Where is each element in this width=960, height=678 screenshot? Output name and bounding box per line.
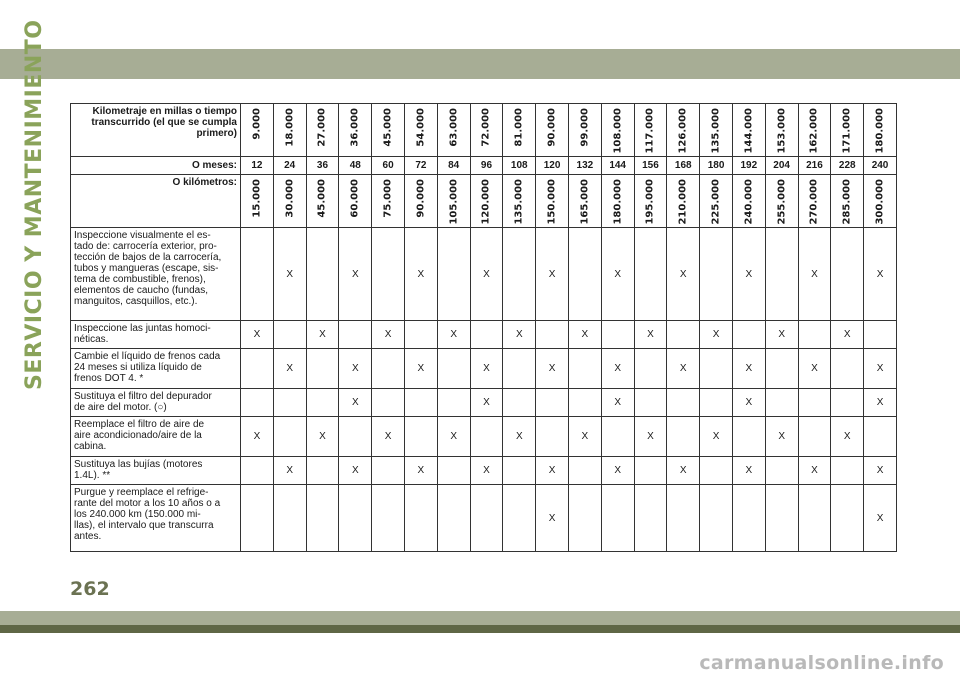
schedule-mark xyxy=(831,349,864,389)
miles-header-row-cell xyxy=(339,104,372,157)
km-header-row-value: 15.000 xyxy=(251,179,263,218)
schedule-mark: X xyxy=(732,389,765,417)
km-header-row-value: 30.000 xyxy=(284,179,296,218)
schedule-mark xyxy=(503,457,536,485)
miles-header-row-value: 126.000 xyxy=(677,108,689,154)
task-row xyxy=(71,349,897,389)
miles-header-row-cell xyxy=(864,104,897,157)
km-header-row-value: 150.000 xyxy=(546,179,558,225)
km-header-row-value: 60.000 xyxy=(349,179,361,218)
km-header-row-value: 225.000 xyxy=(710,179,722,225)
schedule-mark xyxy=(700,457,733,485)
schedule-mark xyxy=(864,417,897,457)
months-value: 156 xyxy=(634,157,667,175)
task-description: Inspeccione visualmente el es- tado de: carrocería exterior, pro- tección de bajos de la carrocería, tubos y mangueras (escape, sis- tema de combustible, frenos), elementos de caucho (fundas, manguitos, casquillos, etc.). xyxy=(71,228,241,321)
months-value: 36 xyxy=(306,157,339,175)
schedule-mark: X xyxy=(470,349,503,389)
schedule-mark xyxy=(306,485,339,552)
schedule-mark xyxy=(765,349,798,389)
km-header-row-value: 120.000 xyxy=(480,179,492,225)
schedule-mark xyxy=(306,349,339,389)
schedule-mark: X xyxy=(864,228,897,321)
km-header-row-cell xyxy=(273,175,306,228)
schedule-mark xyxy=(568,485,601,552)
schedule-mark xyxy=(700,485,733,552)
schedule-mark: X xyxy=(700,417,733,457)
miles-header-row-cell xyxy=(503,104,536,157)
months-value: 192 xyxy=(732,157,765,175)
watermark: carmanualsonline.info xyxy=(699,652,944,674)
schedule-mark xyxy=(634,228,667,321)
km-header-row-value: 255.000 xyxy=(776,179,788,225)
schedule-mark: X xyxy=(864,349,897,389)
km-header-row xyxy=(71,175,897,228)
schedule-mark: X xyxy=(241,321,274,349)
schedule-mark xyxy=(372,349,405,389)
schedule-mark: X xyxy=(404,457,437,485)
miles-header-row-value: 54.000 xyxy=(415,108,427,147)
schedule-mark xyxy=(273,485,306,552)
schedule-mark xyxy=(798,417,831,457)
months-value: 60 xyxy=(372,157,405,175)
schedule-mark xyxy=(536,321,569,349)
miles-header-row-cell xyxy=(831,104,864,157)
months-value: 84 xyxy=(437,157,470,175)
schedule-mark xyxy=(404,485,437,552)
months-value: 168 xyxy=(667,157,700,175)
task-row xyxy=(71,389,897,417)
months-value: 24 xyxy=(273,157,306,175)
months-value: 120 xyxy=(536,157,569,175)
miles-header-row-cell xyxy=(700,104,733,157)
schedule-mark: X xyxy=(667,228,700,321)
miles-header-row-value: 108.000 xyxy=(612,108,624,154)
schedule-mark xyxy=(765,389,798,417)
months-value: 132 xyxy=(568,157,601,175)
schedule-mark xyxy=(339,321,372,349)
schedule-mark xyxy=(306,228,339,321)
header-band xyxy=(0,49,960,79)
schedule-mark: X xyxy=(732,349,765,389)
schedule-mark xyxy=(765,457,798,485)
schedule-mark: X xyxy=(536,349,569,389)
miles-header-row-cell xyxy=(568,104,601,157)
schedule-mark: X xyxy=(601,349,634,389)
schedule-mark xyxy=(241,349,274,389)
months-value: 204 xyxy=(765,157,798,175)
schedule-mark: X xyxy=(536,485,569,552)
schedule-mark xyxy=(372,389,405,417)
footer-band-dark xyxy=(0,625,960,633)
km-header-row-label: O kilómetros: xyxy=(71,175,241,228)
schedule-mark: X xyxy=(568,321,601,349)
miles-header-row-cell xyxy=(536,104,569,157)
miles-header-row-value: 117.000 xyxy=(644,108,656,154)
schedule-mark: X xyxy=(273,228,306,321)
schedule-mark xyxy=(765,228,798,321)
schedule-mark: X xyxy=(667,457,700,485)
schedule-mark: X xyxy=(241,417,274,457)
schedule-mark xyxy=(339,417,372,457)
schedule-mark xyxy=(831,389,864,417)
km-header-row-value: 195.000 xyxy=(644,179,656,225)
km-header-row-cell xyxy=(601,175,634,228)
km-header-row-cell xyxy=(306,175,339,228)
schedule-mark: X xyxy=(306,321,339,349)
schedule-mark xyxy=(568,457,601,485)
task-row xyxy=(71,485,897,552)
schedule-mark xyxy=(273,321,306,349)
schedule-mark: X xyxy=(470,228,503,321)
task-description: Inspeccione las juntas homoci- néticas. xyxy=(71,321,241,349)
miles-header-row-cell xyxy=(634,104,667,157)
schedule-mark xyxy=(634,457,667,485)
km-header-row-cell xyxy=(241,175,274,228)
schedule-mark xyxy=(306,457,339,485)
schedule-mark xyxy=(372,485,405,552)
schedule-mark xyxy=(601,485,634,552)
schedule-mark xyxy=(241,228,274,321)
miles-header-row-value: 90.000 xyxy=(546,108,558,147)
miles-header-row xyxy=(71,104,897,157)
miles-header-row-cell xyxy=(601,104,634,157)
schedule-mark xyxy=(667,389,700,417)
schedule-mark: X xyxy=(437,417,470,457)
schedule-mark: X xyxy=(831,321,864,349)
schedule-mark: X xyxy=(404,228,437,321)
schedule-mark xyxy=(601,321,634,349)
schedule-mark xyxy=(372,228,405,321)
schedule-mark xyxy=(437,485,470,552)
km-header-row-cell xyxy=(339,175,372,228)
schedule-mark: X xyxy=(503,417,536,457)
schedule-mark xyxy=(241,457,274,485)
km-header-row-value: 285.000 xyxy=(841,179,853,225)
miles-header-row-value: 9.000 xyxy=(251,108,263,140)
schedule-mark: X xyxy=(306,417,339,457)
schedule-mark: X xyxy=(601,457,634,485)
schedule-mark: X xyxy=(536,228,569,321)
miles-header-row-cell xyxy=(437,104,470,157)
section-title-vertical: SERVICIO Y MANTENIMIENTO xyxy=(22,19,47,390)
months-value: 72 xyxy=(404,157,437,175)
km-header-row-cell xyxy=(700,175,733,228)
km-header-row-cell xyxy=(667,175,700,228)
schedule-mark: X xyxy=(503,321,536,349)
schedule-mark: X xyxy=(470,389,503,417)
km-header-row-cell xyxy=(536,175,569,228)
km-header-row-value: 135.000 xyxy=(513,179,525,225)
schedule-mark xyxy=(273,417,306,457)
schedule-mark xyxy=(339,485,372,552)
miles-header-row-value: 153.000 xyxy=(776,108,788,154)
schedule-mark: X xyxy=(601,228,634,321)
schedule-mark xyxy=(241,485,274,552)
km-header-row-cell xyxy=(470,175,503,228)
miles-header-row-cell xyxy=(470,104,503,157)
km-header-row-cell xyxy=(372,175,405,228)
schedule-mark xyxy=(437,389,470,417)
km-header-row-value: 300.000 xyxy=(874,179,886,225)
km-header-row-cell xyxy=(732,175,765,228)
schedule-mark: X xyxy=(864,457,897,485)
months-value: 180 xyxy=(700,157,733,175)
schedule-mark xyxy=(470,321,503,349)
top-margin xyxy=(0,0,960,49)
months-value: 144 xyxy=(601,157,634,175)
schedule-mark xyxy=(700,228,733,321)
schedule-mark xyxy=(634,349,667,389)
task-description: Reemplace el filtro de aire de aire acondicionado/aire de la cabina. xyxy=(71,417,241,457)
miles-header-row-label: Kilometraje en millas o tiempo transcurrido (el que se cumpla primero) xyxy=(71,104,241,157)
schedule-mark: X xyxy=(634,417,667,457)
maintenance-schedule-table xyxy=(70,103,897,552)
km-header-row-value: 240.000 xyxy=(743,179,755,225)
schedule-mark: X xyxy=(437,321,470,349)
miles-header-row-value: 144.000 xyxy=(743,108,755,154)
schedule-mark: X xyxy=(372,417,405,457)
task-row xyxy=(71,417,897,457)
task-description: Cambie el líquido de frenos cada 24 meses si utiliza líquido de frenos DOT 4. * xyxy=(71,349,241,389)
km-header-row-cell xyxy=(831,175,864,228)
schedule-mark: X xyxy=(372,321,405,349)
schedule-mark xyxy=(437,228,470,321)
schedule-mark: X xyxy=(536,457,569,485)
miles-header-row-value: 180.000 xyxy=(874,108,886,154)
km-header-row-value: 75.000 xyxy=(382,179,394,218)
task-description: Sustituya las bujías (motores 1.4L). ** xyxy=(71,457,241,485)
miles-header-row-cell xyxy=(241,104,274,157)
schedule-mark xyxy=(831,228,864,321)
schedule-mark: X xyxy=(732,457,765,485)
km-header-row-value: 180.000 xyxy=(612,179,624,225)
months-value: 12 xyxy=(241,157,274,175)
schedule-mark xyxy=(634,389,667,417)
schedule-mark xyxy=(667,485,700,552)
schedule-mark xyxy=(568,349,601,389)
miles-header-row-cell xyxy=(273,104,306,157)
miles-header-row-value: 162.000 xyxy=(808,108,820,154)
schedule-mark: X xyxy=(864,389,897,417)
months-header-row xyxy=(71,157,897,175)
km-header-row-cell xyxy=(765,175,798,228)
schedule-mark xyxy=(831,485,864,552)
page-number: 262 xyxy=(70,578,110,600)
months-value: 96 xyxy=(470,157,503,175)
km-header-row-value: 270.000 xyxy=(808,179,820,225)
schedule-mark: X xyxy=(470,457,503,485)
schedule-mark xyxy=(503,485,536,552)
miles-header-row-cell xyxy=(404,104,437,157)
miles-header-row-cell xyxy=(798,104,831,157)
schedule-mark: X xyxy=(339,349,372,389)
km-header-row-value: 45.000 xyxy=(316,179,328,218)
schedule-mark: X xyxy=(667,349,700,389)
km-header-row-cell xyxy=(404,175,437,228)
schedule-mark: X xyxy=(732,228,765,321)
miles-header-row-value: 45.000 xyxy=(382,108,394,147)
schedule-mark xyxy=(732,485,765,552)
schedule-mark: X xyxy=(339,389,372,417)
miles-header-row-value: 135.000 xyxy=(710,108,722,154)
km-header-row-value: 105.000 xyxy=(448,179,460,225)
schedule-mark xyxy=(634,485,667,552)
task-row xyxy=(71,457,897,485)
schedule-mark: X xyxy=(798,228,831,321)
schedule-mark xyxy=(503,349,536,389)
schedule-mark: X xyxy=(765,321,798,349)
miles-header-row-cell xyxy=(732,104,765,157)
miles-header-row-value: 99.000 xyxy=(579,108,591,147)
schedule-mark: X xyxy=(700,321,733,349)
months-value: 228 xyxy=(831,157,864,175)
miles-header-row-value: 171.000 xyxy=(841,108,853,154)
schedule-mark: X xyxy=(798,457,831,485)
schedule-mark xyxy=(372,457,405,485)
schedule-mark xyxy=(831,457,864,485)
km-header-row-value: 165.000 xyxy=(579,179,591,225)
km-header-row-cell xyxy=(864,175,897,228)
miles-header-row-value: 18.000 xyxy=(284,108,296,147)
schedule-mark xyxy=(601,417,634,457)
schedule-mark xyxy=(470,417,503,457)
months-value: 240 xyxy=(864,157,897,175)
km-header-row-cell xyxy=(798,175,831,228)
schedule-mark xyxy=(667,321,700,349)
months-value: 108 xyxy=(503,157,536,175)
task-row xyxy=(71,228,897,321)
schedule-mark xyxy=(765,485,798,552)
miles-header-row-value: 27.000 xyxy=(316,108,328,147)
months-header-label: O meses: xyxy=(71,157,241,175)
months-value: 48 xyxy=(339,157,372,175)
task-row xyxy=(71,321,897,349)
schedule-mark: X xyxy=(568,417,601,457)
schedule-mark xyxy=(732,321,765,349)
miles-header-row-cell xyxy=(306,104,339,157)
schedule-mark: X xyxy=(273,457,306,485)
km-header-row-value: 210.000 xyxy=(677,179,689,225)
schedule-mark xyxy=(437,349,470,389)
schedule-mark xyxy=(470,485,503,552)
miles-header-row-cell xyxy=(667,104,700,157)
schedule-mark xyxy=(864,321,897,349)
miles-header-row-value: 72.000 xyxy=(480,108,492,147)
schedule-mark xyxy=(273,389,306,417)
schedule-mark xyxy=(798,389,831,417)
schedule-mark xyxy=(503,389,536,417)
km-header-row-value: 90.000 xyxy=(415,179,427,218)
miles-header-row-value: 63.000 xyxy=(448,108,460,147)
schedule-mark xyxy=(798,321,831,349)
schedule-mark: X xyxy=(831,417,864,457)
schedule-mark xyxy=(536,389,569,417)
schedule-mark xyxy=(404,389,437,417)
km-header-row-cell xyxy=(568,175,601,228)
schedule-mark: X xyxy=(798,349,831,389)
schedule-mark: X xyxy=(634,321,667,349)
miles-header-row-value: 81.000 xyxy=(513,108,525,147)
footer-band-light xyxy=(0,611,960,625)
schedule-mark: X xyxy=(601,389,634,417)
schedule-mark: X xyxy=(864,485,897,552)
km-header-row-cell xyxy=(503,175,536,228)
schedule-mark xyxy=(700,389,733,417)
months-value: 216 xyxy=(798,157,831,175)
schedule-mark xyxy=(306,389,339,417)
schedule-mark xyxy=(667,417,700,457)
schedule-mark xyxy=(700,349,733,389)
miles-header-row-cell xyxy=(765,104,798,157)
schedule-mark xyxy=(568,389,601,417)
schedule-mark: X xyxy=(339,228,372,321)
schedule-mark xyxy=(536,417,569,457)
km-header-row-cell xyxy=(437,175,470,228)
task-description: Sustituya el filtro del depurador de aire del motor. (○) xyxy=(71,389,241,417)
task-description: Purgue y reemplace el refrige- rante del motor a los 10 años o a los 240.000 km (150.000 mi- llas), el intervalo que transcurra antes. xyxy=(71,485,241,552)
schedule-mark xyxy=(798,485,831,552)
schedule-mark xyxy=(404,417,437,457)
schedule-mark: X xyxy=(404,349,437,389)
schedule-mark: X xyxy=(273,349,306,389)
schedule-mark xyxy=(437,457,470,485)
schedule-mark xyxy=(732,417,765,457)
schedule-mark xyxy=(241,389,274,417)
schedule-mark: X xyxy=(339,457,372,485)
schedule-mark xyxy=(568,228,601,321)
km-header-row-cell xyxy=(634,175,667,228)
schedule-mark: X xyxy=(765,417,798,457)
schedule-mark xyxy=(404,321,437,349)
miles-header-row-cell xyxy=(372,104,405,157)
schedule-mark xyxy=(503,228,536,321)
miles-header-row-value: 36.000 xyxy=(349,108,361,147)
